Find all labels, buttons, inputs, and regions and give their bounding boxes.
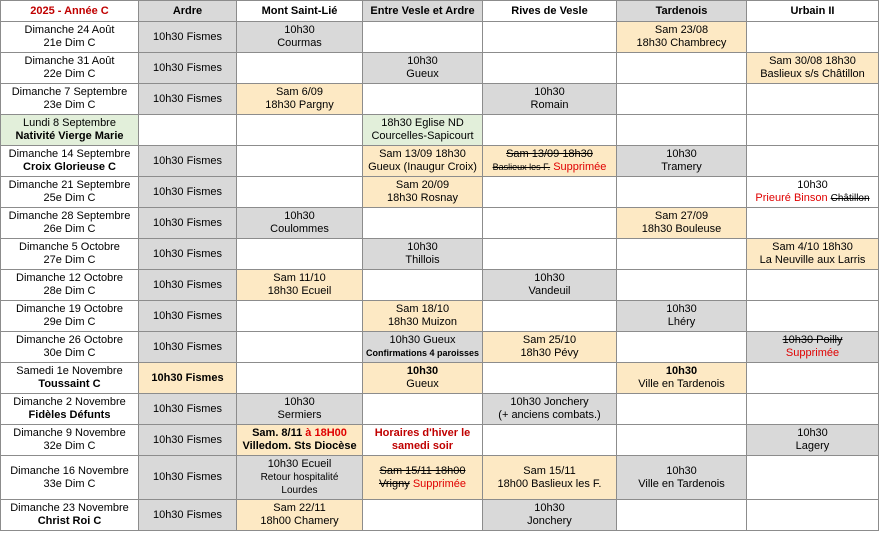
mass-time: Sam 25/10 — [522, 334, 577, 346]
rives-de-vesle-cell — [483, 270, 617, 301]
urbain-ii-cell — [747, 115, 879, 146]
tardenois-cell — [617, 456, 747, 500]
date-cell — [1, 146, 139, 177]
mass-time: Sam 30/08 18h30 — [769, 55, 856, 67]
table-row — [1, 239, 879, 270]
urbain-ii-cell — [747, 456, 879, 500]
date-label: Dimanche 9 Novembre — [13, 427, 126, 439]
rives-de-vesle-cell — [483, 84, 617, 115]
mass-time: 10h30 — [534, 86, 565, 98]
mass-time: 18h30 Eglise ND — [381, 117, 464, 129]
mass-place: 18h30 Ecueil — [267, 285, 332, 297]
mass-time: Sam 22/11 — [273, 502, 326, 514]
mass-time: 10h30 — [665, 365, 698, 377]
mass-time: 10h30 Fismes — [151, 371, 224, 384]
date-cell — [1, 239, 139, 270]
tardenois-cell — [617, 177, 747, 208]
mass-note: (+ anciens combats.) — [498, 409, 601, 421]
mont-saint-lie-cell — [237, 208, 363, 239]
column-header-entre-vesle-et-ardre: Entre Vesle et Ardre — [363, 1, 483, 22]
mass-place: Thillois — [405, 254, 440, 266]
winter-schedule-note: Horaires d'hiver le — [374, 427, 471, 439]
liturgical-day: 28e Dim C — [43, 285, 96, 297]
ardre-cell: 10h30 Fismes — [139, 500, 237, 531]
column-header-ardre: Ardre — [139, 1, 237, 22]
mont-saint-lie-cell — [237, 115, 363, 146]
mass-place: Gueux (Inaugur Croix) — [368, 161, 477, 173]
mont-saint-lie-cell — [237, 363, 363, 394]
tardenois-cell — [617, 146, 747, 177]
urbain-ii-cell — [747, 363, 879, 394]
mass-place: Villedom. Sts Diocèse — [242, 440, 357, 452]
mass-time: Sam 20/09 — [395, 179, 450, 191]
entre-vesle-ardre-cell — [363, 84, 483, 115]
mass-time: 10h30 — [797, 179, 828, 191]
feast-name: Croix Glorieuse C — [23, 161, 116, 173]
mass-time: Sam 18/10 — [395, 303, 450, 315]
urbain-ii-cell — [747, 394, 879, 425]
urbain-ii-cell — [747, 208, 879, 239]
tardenois-cell — [617, 500, 747, 531]
mass-place: 18h30 Rosnay — [387, 192, 458, 204]
date-cell — [1, 456, 139, 500]
tardenois-cell — [617, 239, 747, 270]
year-header: 2025 - Année C — [1, 1, 139, 22]
liturgical-day: 23e Dim C — [43, 99, 96, 111]
rives-de-vesle-cell — [483, 301, 617, 332]
table-row — [1, 425, 879, 456]
ardre-cell: 10h30 Fismes — [139, 425, 237, 456]
mass-place: 18h30 Chambrecy — [636, 37, 727, 49]
mass-time: Sam 27/09 — [654, 210, 709, 222]
ardre-cell: 10h30 Fismes — [139, 208, 237, 239]
date-label: Dimanche 5 Octobre — [19, 241, 120, 253]
liturgical-day: 21e Dim C — [43, 37, 96, 49]
mont-saint-lie-cell — [237, 301, 363, 332]
mass-time: 10h30 — [666, 303, 697, 315]
rives-de-vesle-cell — [483, 332, 617, 363]
tardenois-cell — [617, 332, 747, 363]
header-row — [1, 1, 879, 22]
mass-time: 10h30 — [666, 464, 697, 477]
mass-note: Confirmations 4 paroisses — [365, 348, 480, 358]
tardenois-cell — [617, 363, 747, 394]
date-label: Dimanche 2 Novembre — [13, 396, 126, 408]
ardre-cell: 10h30 Fismes — [139, 146, 237, 177]
mass-place: Courcelles-Sapicourt — [371, 130, 474, 142]
mont-saint-lie-cell — [237, 239, 363, 270]
mont-saint-lie-cell — [237, 53, 363, 84]
rives-de-vesle-cell — [483, 53, 617, 84]
mass-place: 18h00 Baslieux les F. — [497, 477, 602, 490]
date-label: Dimanche 21 Septembre — [8, 179, 131, 191]
table-row — [1, 22, 879, 53]
mass-time: 10h30 — [407, 241, 438, 253]
entre-vesle-ardre-cell — [363, 456, 483, 500]
urbain-ii-cell — [747, 332, 879, 363]
mass-time: 10h30 — [284, 210, 315, 222]
date-cell — [1, 53, 139, 84]
tardenois-cell — [617, 115, 747, 146]
date-label: Dimanche 31 Août — [24, 55, 115, 67]
date-label: Dimanche 7 Septembre — [11, 86, 128, 98]
ardre-cell — [139, 115, 237, 146]
ardre-cell: 10h30 Fismes — [139, 177, 237, 208]
table-row — [1, 53, 879, 84]
winter-schedule-note: samedi soir — [391, 440, 454, 452]
mass-time: Sam 23/08 — [654, 24, 709, 36]
table-row — [1, 84, 879, 115]
ardre-cell: 10h30 Fismes — [139, 332, 237, 363]
table-row — [1, 177, 879, 208]
urbain-ii-cell — [747, 146, 879, 177]
tardenois-cell — [617, 208, 747, 239]
liturgical-day: 29e Dim C — [43, 316, 96, 328]
entre-vesle-ardre-cell — [363, 53, 483, 84]
ardre-cell: 10h30 Fismes — [139, 239, 237, 270]
mass-place: Lagery — [795, 440, 830, 452]
feast-name: Toussaint C — [38, 378, 101, 390]
ardre-cell: 10h30 Fismes — [139, 270, 237, 301]
mass-date: Sam. 8/11 — [252, 427, 303, 439]
mass-time: 10h30 — [534, 272, 565, 284]
ardre-cell: 10h30 Fismes — [139, 22, 237, 53]
date-label: Dimanche 23 Novembre — [10, 502, 129, 514]
urbain-ii-cell — [747, 84, 879, 115]
entre-vesle-ardre-cell — [363, 208, 483, 239]
liturgical-day: 33e Dim C — [43, 477, 96, 490]
rives-de-vesle-cell — [483, 394, 617, 425]
mass-place: 18h30 Bouleuse — [641, 223, 722, 235]
ardre-cell: 10h30 Fismes — [139, 84, 237, 115]
mass-place: Vandeuil — [528, 285, 571, 297]
liturgical-day: 22e Dim C — [43, 68, 96, 80]
entre-vesle-ardre-cell — [363, 177, 483, 208]
column-header-mont-saint-lie: Mont Saint-Lié — [237, 1, 363, 22]
urbain-ii-cell — [747, 270, 879, 301]
entre-vesle-ardre-cell — [363, 301, 483, 332]
cancelled-label: Supprimée — [412, 477, 467, 490]
mont-saint-lie-cell — [237, 146, 363, 177]
tardenois-cell — [617, 53, 747, 84]
tardenois-cell — [617, 84, 747, 115]
table-row — [1, 270, 879, 301]
mass-place: Ville en Tardenois — [638, 378, 725, 390]
mass-place: 18h30 Muizon — [387, 316, 458, 328]
mass-time: 10h30 Gueux — [389, 334, 456, 346]
date-label: Dimanche 12 Octobre — [16, 272, 123, 284]
table-row — [1, 115, 879, 146]
urbain-ii-cell — [747, 22, 879, 53]
rives-de-vesle-cell — [483, 500, 617, 531]
date-label: Dimanche 14 Septembre — [8, 148, 131, 160]
cancelled-mass-place: Baslieux les F. — [492, 162, 551, 172]
liturgical-day: 32e Dim C — [43, 440, 96, 452]
mass-place: 18h00 Chamery — [260, 515, 339, 527]
date-label: Lundi 8 Septembre — [23, 117, 116, 129]
ardre-cell: 10h30 Fismes — [139, 456, 237, 500]
liturgical-day: 26e Dim C — [43, 223, 96, 235]
mont-saint-lie-cell — [237, 22, 363, 53]
mass-time: 10h30 Ecueil — [267, 458, 332, 470]
tardenois-cell — [617, 425, 747, 456]
date-cell — [1, 425, 139, 456]
table-row — [1, 208, 879, 239]
liturgical-day: 30e Dim C — [43, 347, 96, 359]
liturgical-day: 25e Dim C — [43, 192, 96, 204]
rives-de-vesle-cell — [483, 177, 617, 208]
date-cell — [1, 22, 139, 53]
table-row — [1, 500, 879, 531]
cancelled-label: Supprimée — [553, 161, 607, 173]
mass-place: Sermiers — [277, 409, 322, 421]
table-row — [1, 146, 879, 177]
mass-time: Sam 4/10 18h30 — [772, 241, 853, 253]
mass-place: Tramery — [661, 161, 702, 173]
entre-vesle-ardre-cell — [363, 500, 483, 531]
mass-connector: à — [305, 427, 312, 439]
mass-time: 10h30 — [666, 148, 697, 160]
mass-place: Romain — [530, 99, 569, 111]
mont-saint-lie-cell — [237, 425, 363, 456]
ardre-cell — [139, 363, 237, 394]
mass-place: Ville en Tardenois — [638, 477, 725, 490]
mass-place: Gueux — [406, 378, 439, 390]
column-header-urbain-ii: Urbain II — [747, 1, 879, 22]
table-row — [1, 363, 879, 394]
mass-place: Baslieux s/s Châtillon — [760, 68, 865, 80]
entre-vesle-ardre-cell — [363, 332, 483, 363]
mass-place: La Neuville aux Larris — [759, 254, 866, 266]
date-label: Samedi 1e Novembre — [16, 365, 123, 377]
date-label: Dimanche 16 Novembre — [10, 464, 129, 477]
urbain-ii-cell — [747, 425, 879, 456]
entre-vesle-ardre-cell — [363, 115, 483, 146]
mass-place: 18h30 Pargny — [265, 99, 334, 111]
entre-vesle-ardre-cell — [363, 146, 483, 177]
date-cell — [1, 115, 139, 146]
mass-time: 10h30 — [406, 365, 439, 377]
urbain-ii-cell — [747, 177, 879, 208]
cancelled-label: Supprimée — [785, 347, 840, 359]
date-cell — [1, 332, 139, 363]
feast-name: Nativité Vierge Marie — [15, 130, 124, 142]
mass-note: Lourdes — [281, 485, 318, 496]
mass-time: Sam 13/09 18h30 — [379, 148, 466, 160]
mass-time: 10h30 — [284, 396, 315, 408]
mont-saint-lie-cell — [237, 270, 363, 301]
cancelled-mass-place: Vrigny — [378, 477, 410, 490]
date-cell — [1, 500, 139, 531]
mass-time: Sam 11/10 — [273, 272, 326, 284]
table-row — [1, 332, 879, 363]
feast-name: Fidèles Défunts — [28, 409, 111, 421]
urbain-ii-cell — [747, 53, 879, 84]
liturgical-day: 27e Dim C — [43, 254, 96, 266]
date-cell — [1, 270, 139, 301]
ardre-cell: 10h30 Fismes — [139, 301, 237, 332]
entre-vesle-ardre-cell — [363, 425, 483, 456]
entre-vesle-ardre-cell — [363, 239, 483, 270]
mass-time: 10h30 — [407, 55, 438, 67]
date-cell — [1, 301, 139, 332]
cancelled-mass-time: 10h30 Poilly — [782, 334, 843, 346]
entre-vesle-ardre-cell — [363, 363, 483, 394]
table-row — [1, 301, 879, 332]
mass-place: Gueux — [406, 68, 439, 80]
mont-saint-lie-cell — [237, 394, 363, 425]
table-row — [1, 394, 879, 425]
date-cell — [1, 363, 139, 394]
date-cell — [1, 84, 139, 115]
ardre-cell: 10h30 Fismes — [139, 394, 237, 425]
date-label: Dimanche 28 Septembre — [8, 210, 131, 222]
date-cell — [1, 208, 139, 239]
rives-de-vesle-cell — [483, 363, 617, 394]
mass-time: 10h30 — [534, 502, 565, 514]
urbain-ii-cell — [747, 500, 879, 531]
ardre-cell: 10h30 Fismes — [139, 53, 237, 84]
rives-de-vesle-cell — [483, 456, 617, 500]
mass-place: 18h30 Pévy — [520, 347, 579, 359]
mont-saint-lie-cell — [237, 84, 363, 115]
rives-de-vesle-cell — [483, 208, 617, 239]
date-cell — [1, 394, 139, 425]
mass-place: Lhéry — [667, 316, 696, 328]
date-cell — [1, 177, 139, 208]
mass-place: Coulommes — [270, 223, 329, 235]
urbain-ii-cell — [747, 301, 879, 332]
mass-time: Sam 6/09 — [275, 86, 324, 98]
entre-vesle-ardre-cell — [363, 394, 483, 425]
entre-vesle-ardre-cell — [363, 22, 483, 53]
date-label: Dimanche 24 Août — [24, 24, 115, 36]
date-label: Dimanche 19 Octobre — [16, 303, 123, 315]
mass-time: Sam 15/11 — [523, 464, 576, 477]
mass-time: 10h30 — [284, 24, 315, 36]
entre-vesle-ardre-cell — [363, 270, 483, 301]
rives-de-vesle-cell — [483, 425, 617, 456]
feast-name: Christ Roi C — [37, 515, 102, 527]
date-label: Dimanche 26 Octobre — [16, 334, 123, 346]
mass-place: Prieuré Binson — [755, 192, 828, 204]
mont-saint-lie-cell — [237, 456, 363, 500]
urbain-ii-cell — [747, 239, 879, 270]
rives-de-vesle-cell — [483, 22, 617, 53]
mass-time: 18H00 — [314, 427, 347, 439]
column-header-rives-de-vesle: Rives de Vesle — [483, 1, 617, 22]
rives-de-vesle-cell — [483, 115, 617, 146]
mont-saint-lie-cell — [237, 177, 363, 208]
rives-de-vesle-cell — [483, 239, 617, 270]
cancelled-mass-time: Sam 13/09 18h30 — [506, 148, 593, 160]
rives-de-vesle-cell — [483, 146, 617, 177]
cancelled-mass-time: Sam 15/11 18h00 — [379, 464, 466, 477]
cancelled-mass-place: Châtillon — [830, 193, 870, 204]
tardenois-cell — [617, 394, 747, 425]
mass-time: 10h30 — [797, 427, 828, 439]
tardenois-cell — [617, 301, 747, 332]
mass-place: Courmas — [277, 37, 322, 49]
mont-saint-lie-cell — [237, 332, 363, 363]
tardenois-cell — [617, 22, 747, 53]
column-header-tardenois: Tardenois — [617, 1, 747, 22]
mass-note: Retour hospitalité — [260, 472, 339, 483]
mass-time: 10h30 Jonchery — [510, 396, 589, 408]
mont-saint-lie-cell — [237, 500, 363, 531]
mass-place: Jonchery — [527, 515, 572, 527]
tardenois-cell — [617, 270, 747, 301]
table-row — [1, 456, 879, 500]
